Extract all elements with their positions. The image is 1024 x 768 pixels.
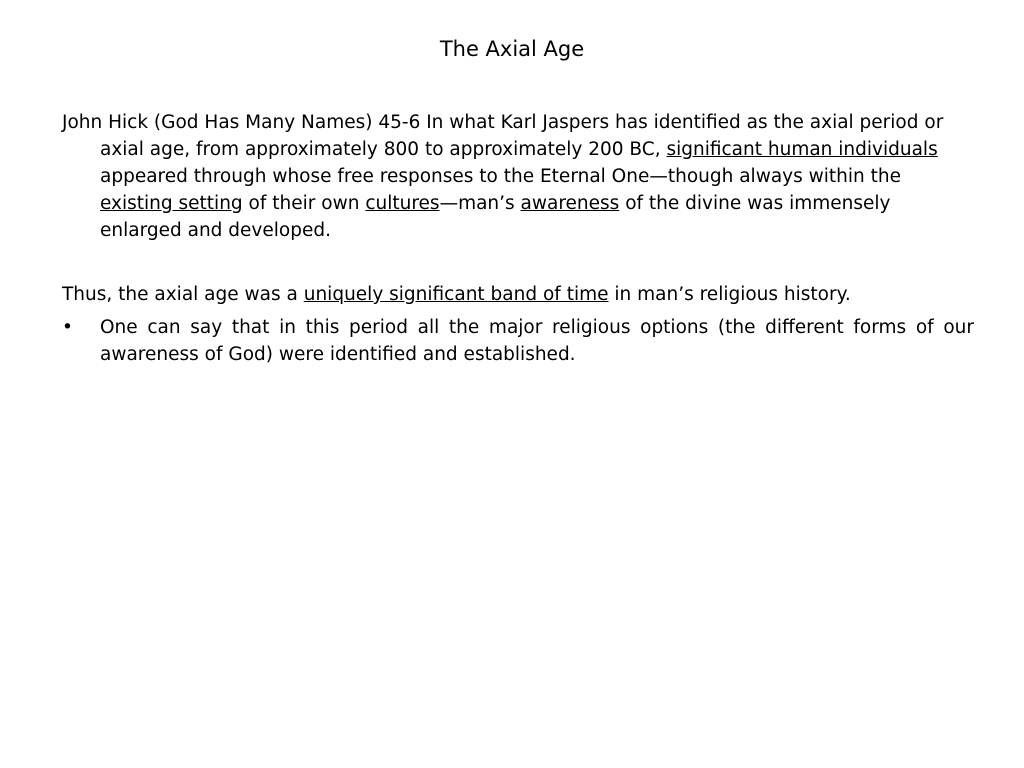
summary-text-1: Thus, the axial age was a — [62, 284, 304, 305]
slide-title: The Axial Age — [439, 37, 585, 61]
underlined-awareness: awareness — [520, 193, 620, 214]
bullet-text: One can say that in this period all the major religious options (the different forms of our awareness of God) were identified and established. — [100, 317, 974, 365]
underlined-significant-human-individuals: significant human individuals — [666, 139, 938, 160]
quote-text-1: John Hick (God Has Many Names) 45-6 In what Karl Jaspers has identified as the axial period or axial age, from approximately 800 to approximately 200 BC, — [62, 112, 944, 160]
quote-text-5: of the divine was immensely enlarged and developed. — [100, 193, 891, 241]
slide-body — [62, 109, 974, 368]
summary-text-2: in man’s religious history. — [608, 284, 851, 305]
bullet-item — [62, 314, 974, 368]
underlined-cultures: cultures — [365, 193, 440, 214]
summary-paragraph — [62, 281, 974, 308]
hick-quote-paragraph — [62, 109, 974, 244]
underlined-existing-setting: existing setting — [100, 193, 243, 214]
bullet-icon: • — [62, 317, 73, 338]
underlined-band-of-time: uniquely significant band of time — [303, 284, 609, 305]
quote-text-2: appeared through whose free responses to the Eternal One—though always within the — [100, 166, 901, 187]
quote-text-3: of their own — [242, 193, 366, 214]
quote-text-4: —man’s — [439, 193, 521, 214]
